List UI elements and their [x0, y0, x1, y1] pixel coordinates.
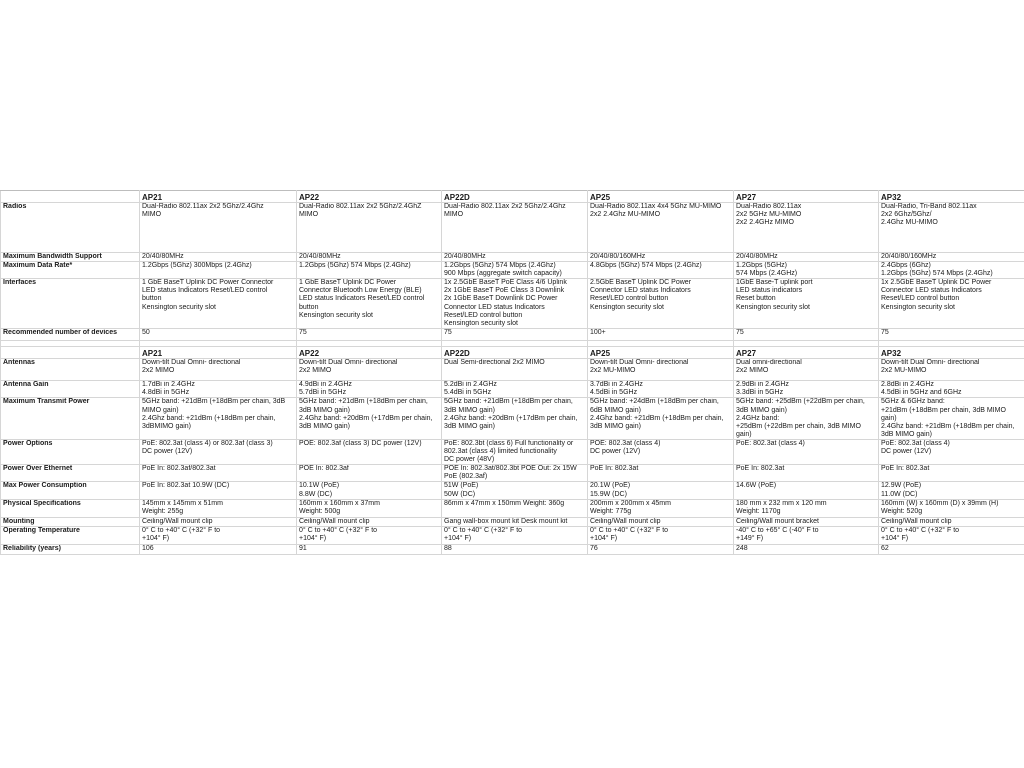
spec-cell: 3.7dBi in 2.4GHz 4.5dBi in 5GHz [588, 381, 734, 398]
spec-cell: 20/40/80/160MHz [879, 253, 1024, 262]
spec-row [1, 482, 1024, 499]
spec-cell: Dual-Radio, Tri-Band 802.11ax 2x2 6Ghz/5Ghz/ 2.4Ghz MU-MIMO [879, 203, 1024, 253]
model-header-ap22d: AP22D [442, 191, 588, 203]
spec-cell: 1x 2.5GbE BaseT PoE Class 4/6 Uplink 2x 1GbE BaseT PoE Class 3 Downlink 2x 1GbE BaseT Downlink DC Power Connector LED status Indicators Reset/LED control button Kensington security slot [442, 279, 588, 329]
spec-cell: PoE In: 802.3af/802.3at [140, 465, 297, 482]
spec-cell: PoE: 802.3bt (class 6) Full functionality or 802.3at (class 4) limited functionality DC power (48V) [442, 439, 588, 464]
spec-row [1, 465, 1024, 482]
header-corner [1, 347, 140, 359]
spec-cell: Ceiling/Wall mount clip [297, 517, 442, 526]
spec-cell: Down-tilt Dual Omni- directional 2x2 MU-MIMO [588, 359, 734, 381]
spec-cell: POE: 802.3af (class 3) DC power (12V) [297, 439, 442, 464]
spec-cell: 1.2Gbps (5Ghz) 574 Mbps (2.4Ghz) 900 Mbps (aggregate switch capacity) [442, 262, 588, 279]
spec-cell: 75 [297, 329, 442, 341]
spec-cell: 50 [140, 329, 297, 341]
spec-cell: 5GHz band: +24dBm (+18dBm per chain, 6dB MIMO gain) 2.4Ghz band: +21dBm (+18dBm per chain, 3dB MIMO gain) [588, 398, 734, 439]
spec-cell: 1GbE Base-T uplink port LED status indicators Reset button Kensington security slot [734, 279, 879, 329]
spec-cell: Ceiling/Wall mount clip [879, 517, 1024, 526]
spec-row [1, 517, 1024, 526]
model-header-ap25: AP25 [588, 347, 734, 359]
spec-cell: Dual-Radio 802.11ax 2x2 5Ghz/2.4Ghz MIMO [442, 203, 588, 253]
spec-cell: 62 [879, 544, 1024, 554]
spec-row-label: Operating Temperature [1, 526, 140, 544]
spec-cell: 180 mm x 232 mm x 120 mm Weight: 1170g [734, 499, 879, 517]
spec-cell: 5GHz band: +21dBm (+18dBm per chain, 3dB MIMO gain) 2.4Ghz band: +21dBm (+18dBm per chain, 3dBMIMO gain) [140, 398, 297, 439]
spec-cell: 12.9W (PoE) 11.0W (DC) [879, 482, 1024, 499]
spec-cell: 20/40/80MHz [140, 253, 297, 262]
spec-cell: 106 [140, 544, 297, 554]
spec-cell: 1x 2.5GbE BaseT Uplink DC Power Connector LED status Indicators Reset/LED control button Kensington security slot [879, 279, 1024, 329]
spec-row-label: Antenna Gain [1, 381, 140, 398]
spec-row-label: Maximum Bandwidth Support [1, 253, 140, 262]
spec-cell: 0° C to +40° C (+32° F to +104° F) [879, 526, 1024, 544]
header-corner [1, 191, 140, 203]
spec-row-label: Mounting [1, 517, 140, 526]
spec-cell: Dual Semi-directional 2x2 MIMO [442, 359, 588, 381]
spec-cell: 86mm x 47mm x 150mm Weight: 360g [442, 499, 588, 517]
spec-cell: Dual-Radio 802.11ax 2x2 5Ghz/2.4Ghz MIMO [140, 203, 297, 253]
spec-row [1, 544, 1024, 554]
spec-table [0, 190, 1024, 555]
model-header-ap27: AP27 [734, 347, 879, 359]
spec-row-label: Reliability (years) [1, 544, 140, 554]
spec-cell: 0° C to +40° C (+32° F to +104° F) [297, 526, 442, 544]
spec-cell: 2.5GbE BaseT Uplink DC Power Connector LED status Indicators Reset/LED control button Kensington security slot [588, 279, 734, 329]
spec-cell: Ceiling/Wall mount clip [588, 517, 734, 526]
spec-row-label: Antennas [1, 359, 140, 381]
spec-row-label: Maximum Transmit Power [1, 398, 140, 439]
spec-cell: Dual omni-directional 2x2 MIMO [734, 359, 879, 381]
spec-row [1, 262, 1024, 279]
spec-row [1, 398, 1024, 439]
spec-row [1, 279, 1024, 329]
spec-cell: 76 [588, 544, 734, 554]
spec-cell: 4.9dBi in 2.4GHz 5.7dBi in 5GHz [297, 381, 442, 398]
model-header-row [1, 347, 1024, 359]
spec-cell: 0° C to +40° C (+32° F to +104° F) [140, 526, 297, 544]
spec-row [1, 526, 1024, 544]
spec-cell: 5GHz band: +21dBm (+18dBm per chain, 3dB MIMO gain) 2.4Ghz band: +20dBm (+17dBm per chain, 3dB MIMO gain) [442, 398, 588, 439]
spec-row [1, 439, 1024, 464]
model-header-ap22: AP22 [297, 191, 442, 203]
spec-cell: PoE In: 802.3at [879, 465, 1024, 482]
spec-cell: 248 [734, 544, 879, 554]
spec-cell: 160mm (W) x 160mm (D) x 39mm (H) Weight: 520g [879, 499, 1024, 517]
spec-cell: POE In: 802.3at/802.3bt POE Out: 2x 15W PoE (802.3af) [442, 465, 588, 482]
spec-cell: -40° C to +65° C (-40° F to +149° F) [734, 526, 879, 544]
spec-cell: 20.1W (PoE) 15.9W (DC) [588, 482, 734, 499]
spec-row [1, 329, 1024, 341]
spec-cell: Down-tilt Dual Omni- directional 2x2 MIMO [297, 359, 442, 381]
spec-cell: 75 [734, 329, 879, 341]
spec-cell: 5GHz band: +21dBm (+18dBm per chain, 3dB MIMO gain) 2.4Ghz band: +20dBm (+17dBm per chain, 3dB MIMO gain) [297, 398, 442, 439]
spec-cell: 0° C to +40° C (+32° F to +104° F) [588, 526, 734, 544]
spec-cell: Down-tilt Dual Omni- directional 2x2 MIMO [140, 359, 297, 381]
spec-cell: 20/40/80MHz [297, 253, 442, 262]
spec-cell: 1.2Gbps (5Ghz) 574 Mbps (2.4Ghz) [297, 262, 442, 279]
model-header-ap32: AP32 [879, 347, 1024, 359]
spec-cell: PoE: 802.3at (class 4) DC power (12V) [879, 439, 1024, 464]
spec-cell: 1 GbE BaseT Uplink DC Power Connector Bluetooth Low Energy (BLE) LED status Indicators Reset/LED control button Kensington security slot [297, 279, 442, 329]
spec-row-label: Max Power Consumption [1, 482, 140, 499]
spec-row [1, 203, 1024, 253]
spec-row [1, 253, 1024, 262]
spec-cell: Dual-Radio 802.11ax 4x4 5Ghz MU-MIMO 2x2 2.4Ghz MU-MIMO [588, 203, 734, 253]
spec-cell: Dual-Radio 802.11ax 2x2 5GHz MU-MIMO 2x2 2.4GHz MIMO [734, 203, 879, 253]
spec-cell: 4.8Gbps (5Ghz) 574 Mbps (2.4Ghz) [588, 262, 734, 279]
spec-cell: Dual-Radio 802.11ax 2x2 5Ghz/2.4GhZ MIMO [297, 203, 442, 253]
spec-cell: PoE In: 802.3at 10.9W (DC) [140, 482, 297, 499]
spec-cell: 20/40/80/160MHz [588, 253, 734, 262]
spec-cell: Gang wall-box mount kit Desk mount kit [442, 517, 588, 526]
spec-cell: 20/40/80MHz [734, 253, 879, 262]
spec-cell: 1.7dBi in 2.4GHz 4.8dBi in 5GHz [140, 381, 297, 398]
spec-row-label: Power Over Ethernet [1, 465, 140, 482]
spec-cell: 160mm x 160mm x 37mm Weight: 500g [297, 499, 442, 517]
model-header-ap22d: AP22D [442, 347, 588, 359]
spec-row [1, 499, 1024, 517]
spec-cell: 88 [442, 544, 588, 554]
spec-cell: 5GHz band: +25dBm (+22dBm per chain, 3dB MIMO gain) 2.4GHz band: +25dBm (+22dBm per chain, 3dB MIMO gain) [734, 398, 879, 439]
spec-cell: 0° C to +40° C (+32° F to +104° F) [442, 526, 588, 544]
spec-cell: Down-tilt Dual Omni- directional 2x2 MU-MIMO [879, 359, 1024, 381]
spec-cell: PoE In: 802.3at [588, 465, 734, 482]
spec-sheet [0, 190, 1024, 555]
spec-cell: Ceiling/Wall mount clip [140, 517, 297, 526]
spec-cell: 1 GbE BaseT Uplink DC Power Connector LED status Indicators Reset/LED control button Kensington security slot [140, 279, 297, 329]
model-header-ap21: AP21 [140, 191, 297, 203]
spec-cell: 14.6W (PoE) [734, 482, 879, 499]
spec-cell: POE In: 802.3af [297, 465, 442, 482]
spec-row-label: Physical Specifications [1, 499, 140, 517]
spec-cell: 1.2Gbps (5GHz) 574 Mbps (2.4GHz) [734, 262, 879, 279]
spec-cell: PoE In: 802.3at [734, 465, 879, 482]
spec-cell: 91 [297, 544, 442, 554]
spec-cell: 145mm x 145mm x 51mm Weight: 255g [140, 499, 297, 517]
spec-row-label: Maximum Data Rate* [1, 262, 140, 279]
spec-cell: 5GHz & 6GHz band: +21dBm (+18dBm per chain, 3dB MIMO gain) 2.4Ghz band: +21dBm (+18dBm per chain, 3dB MIMO gain) [879, 398, 1024, 439]
spec-cell: 1.2Gbps (5Ghz) 300Mbps (2.4Ghz) [140, 262, 297, 279]
spec-cell: 75 [879, 329, 1024, 341]
spec-cell: 2.4Gbps (6Ghz) 1.2Gbps (5Ghz) 574 Mbps (2.4Ghz) [879, 262, 1024, 279]
spec-cell: Ceiling/Wall mount bracket [734, 517, 879, 526]
spec-cell: PoE: 802.3at (class 4) [734, 439, 879, 464]
spec-cell: 200mm x 200mm x 45mm Weight: 775g [588, 499, 734, 517]
spec-cell: 5.2dBi in 2.4GHz 5.4dBi in 5GHz [442, 381, 588, 398]
spec-cell: 51W (PoE) 50W (DC) [442, 482, 588, 499]
model-header-ap27: AP27 [734, 191, 879, 203]
spec-cell: 10.1W (PoE) 8.8W (DC) [297, 482, 442, 499]
spec-cell: POE: 802.3at (class 4) DC power (12V) [588, 439, 734, 464]
spec-cell: 20/40/80MHz [442, 253, 588, 262]
spec-row [1, 359, 1024, 381]
model-header-ap32: AP32 [879, 191, 1024, 203]
model-header-row [1, 191, 1024, 203]
spec-row-label: Interfaces [1, 279, 140, 329]
spec-cell: PoE: 802.3at (class 4) or 802.3af (class 3) DC power (12V) [140, 439, 297, 464]
spec-cell: 2.8dBi in 2.4GHz 4.5dBi in 5GHz and 6GHz [879, 381, 1024, 398]
spec-row [1, 381, 1024, 398]
model-header-ap25: AP25 [588, 191, 734, 203]
model-header-ap21: AP21 [140, 347, 297, 359]
spec-row-label: Recommended number of devices [1, 329, 140, 341]
spec-cell: 2.9dBi in 2.4GHz 3.3dBi in 5GHz [734, 381, 879, 398]
spec-cell: 75 [442, 329, 588, 341]
spec-row-label: Radios [1, 203, 140, 253]
spec-row-label: Power Options [1, 439, 140, 464]
model-header-ap22: AP22 [297, 347, 442, 359]
spec-cell: 100+ [588, 329, 734, 341]
